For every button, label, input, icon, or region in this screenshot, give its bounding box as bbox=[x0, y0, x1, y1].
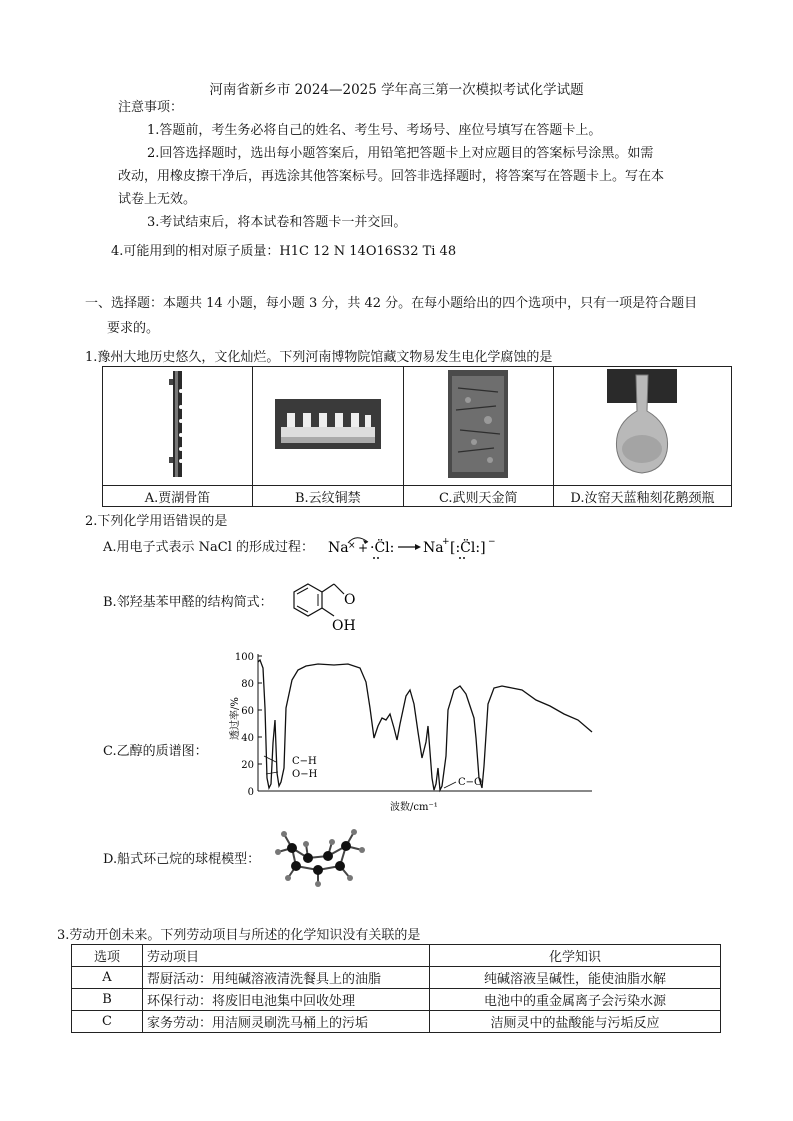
gold-slip-image bbox=[403, 367, 553, 486]
q1-options-table bbox=[102, 366, 732, 507]
q1-stem: 1.豫州大地历史悠久，文化灿烂。下列河南博物院馆藏文物易发生电化学腐蚀的是 bbox=[85, 350, 553, 365]
notice-item-4: 4.可能用到的相对原子质量：H1C 12 N 14O16S32 Ti 48 bbox=[111, 244, 457, 259]
ir-label-ch: C−H bbox=[292, 756, 317, 767]
ir-spectrum-chart bbox=[222, 648, 594, 818]
q2-option-a: A.用电子式表示 NaCl 的形成过程： bbox=[103, 540, 315, 555]
q1-option-b: B.云纹铜禁 bbox=[253, 486, 404, 507]
boat-cyclohexane-model bbox=[270, 826, 374, 888]
celadon-vase-image bbox=[553, 367, 731, 486]
section-heading: 一、选择题：本题共 14 小题，每小题 3 分，共 42 分。在每小题给出的四个选项中，只有一项是符合题目 bbox=[85, 296, 698, 311]
page-title: 河南省新乡市 2024—2025 学年高三第一次模拟考试化学试题 bbox=[209, 82, 584, 98]
svg-text:O: O bbox=[344, 592, 356, 608]
q3-table bbox=[71, 944, 721, 1033]
bone-flute-image bbox=[103, 367, 253, 486]
q3-row-a-labor: 帮厨活动：用纯碱溶液清洗餐具上的油脂 bbox=[143, 967, 430, 989]
svg-text:OH: OH bbox=[332, 618, 356, 634]
notice-heading: 注意事项： bbox=[118, 100, 184, 115]
ir-y-tick-label: 80 bbox=[241, 679, 254, 690]
q1-option-d: D.汝窑天蓝釉刻花鹅颈瓶 bbox=[553, 486, 731, 507]
svg-text:[:C̈l:]: [:C̈l:] bbox=[450, 540, 486, 556]
bone-flute-picture bbox=[163, 369, 193, 479]
svg-text:·C̈l:: ·C̈l: bbox=[370, 540, 395, 556]
ir-label-co: C−O bbox=[458, 777, 483, 788]
q3-row-a-option: A bbox=[72, 967, 143, 989]
q3-header-option: 选项 bbox=[72, 945, 143, 967]
notice-item-2-end: 试卷上无效。 bbox=[118, 192, 197, 207]
salicylaldehyde-structure bbox=[286, 576, 366, 634]
svg-text:+: + bbox=[358, 541, 369, 555]
bronze-altar-picture bbox=[275, 399, 381, 449]
q1-option-c: C.武则天金简 bbox=[403, 486, 553, 507]
q3-header-knowledge: 化学知识 bbox=[430, 945, 721, 967]
q2-option-d: D.船式环己烷的球棍模型： bbox=[103, 852, 261, 867]
ir-y-axis-label: 透过率/% bbox=[230, 697, 241, 740]
notice-item-1: 1.答题前，考生务必将自己的姓名、考生号、考场号、座位号填写在答题卡上。 bbox=[147, 123, 602, 138]
q3-stem: 3.劳动开创未来。下列劳动项目与所述的化学知识没有关联的是 bbox=[57, 928, 421, 943]
ir-y-tick-label: 60 bbox=[241, 706, 254, 717]
q3-row-c-labor: 家务劳动：用洁厕灵刷洗马桶上的污垢 bbox=[143, 1011, 430, 1033]
q2-stem: 2.下列化学用语错误的是 bbox=[85, 514, 228, 529]
q2-option-c: C.乙醇的质谱图： bbox=[103, 744, 208, 759]
ir-y-tick-label: 0 bbox=[247, 787, 254, 798]
ir-x-axis-label: 波数/cm⁻¹ bbox=[390, 802, 438, 813]
q3-row-b-option: B bbox=[72, 989, 143, 1011]
q3-row-a-knowledge: 纯碱溶液呈碱性，能使油脂水解 bbox=[430, 967, 721, 989]
gold-slip-picture bbox=[448, 370, 508, 478]
table-row bbox=[72, 989, 721, 1011]
svg-text:×: × bbox=[348, 541, 356, 551]
notice-item-3: 3.考试结束后，将本试卷和答题卡一并交回。 bbox=[147, 215, 407, 230]
svg-text:−: − bbox=[488, 537, 496, 547]
notice-item-2-cont: 改动，用橡皮擦干净后，再选涂其他答案标号。回答非选择题时，将答案写在答题卡上。写在本 bbox=[118, 169, 665, 184]
ir-y-tick-label: 20 bbox=[241, 760, 254, 771]
ir-y-tick-label: 40 bbox=[241, 733, 254, 744]
q3-row-c-option: C bbox=[72, 1011, 143, 1033]
q3-row-b-knowledge: 电池中的重金属离子会污染水源 bbox=[430, 989, 721, 1011]
svg-text:Na: Na bbox=[328, 540, 349, 556]
section-heading-cont: 要求的。 bbox=[107, 321, 160, 336]
nacl-electron-formula bbox=[326, 533, 496, 563]
notice-item-2: 2.回答选择题时，选出每小题答案后，用铅笔把答题卡上对应题目的答案标号涂黑。如需 bbox=[147, 146, 654, 161]
q1-option-a: A.贾湖骨笛 bbox=[103, 486, 253, 507]
bronze-altar-image bbox=[253, 367, 404, 486]
celadon-vase-picture bbox=[607, 369, 677, 479]
svg-text:Na: Na bbox=[423, 540, 444, 556]
q3-header-labor: 劳动项目 bbox=[143, 945, 430, 967]
ir-y-tick-label: 100 bbox=[234, 652, 254, 663]
q3-row-b-labor: 环保行动：将废旧电池集中回收处理 bbox=[143, 989, 430, 1011]
q3-row-c-knowledge: 洁厕灵中的盐酸能与污垢反应 bbox=[430, 1011, 721, 1033]
q2-option-b: B.邻羟基苯甲醛的结构简式： bbox=[103, 595, 273, 610]
table-row bbox=[72, 967, 721, 989]
ir-label-oh: O−H bbox=[292, 769, 318, 780]
table-row bbox=[72, 1011, 721, 1033]
svg-text:+: + bbox=[442, 537, 450, 547]
